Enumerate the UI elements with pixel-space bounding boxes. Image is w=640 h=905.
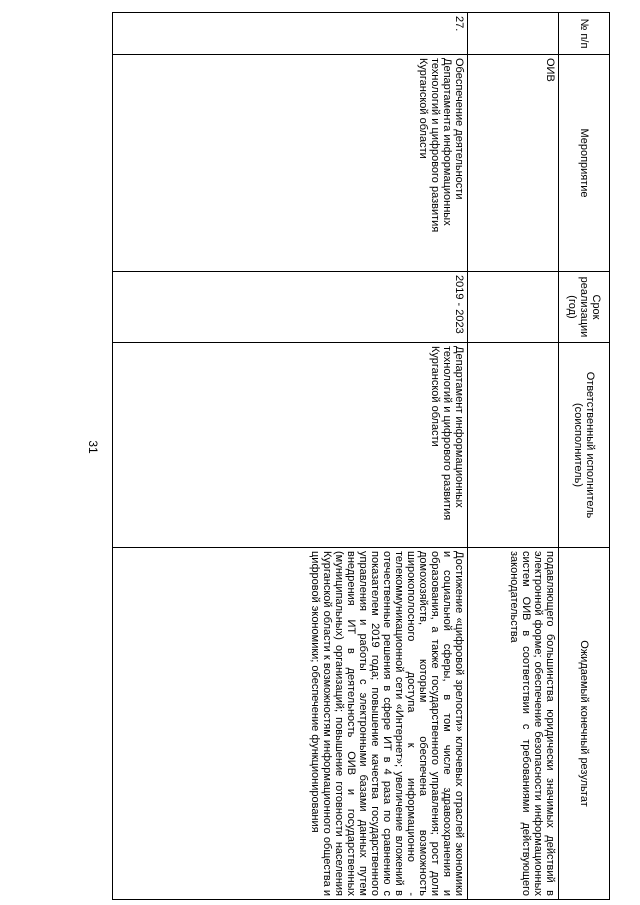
header-term: Срок реализации (год) [559,272,610,343]
rotated-table-container [107,12,610,894]
cell-activity: ОИВ [468,55,559,272]
cell-num: 27. [113,13,468,55]
cell-result: подавляющего большинства юридически значимых действий в электронной форме; обеспечение безопасности информационных систем ОИВ в соответствии с требованиями действующего законодательства [468,548,559,900]
table-header-row [559,13,610,900]
measures-table [112,12,610,900]
header-activity: Мероприятие [559,55,610,272]
header-executor: Ответственный исполнитель (соисполнитель) [559,343,610,548]
cell-term: 2019 - 2023 [113,272,468,343]
header-result: Ожидаемый конечный результат [559,548,610,900]
cell-num [468,13,559,55]
cell-executor: Департамент информационных технологий и цифрового развития Курганской области [113,343,468,548]
cell-activity: Обеспечение деятельности Департамента информационных технологий и цифрового развития Курганской области [113,55,468,272]
cell-result: Достижение «цифровой зрелости» ключевых отраслей экономики и социальной сферы, в том числе здравоохранения и образования, а также государственного управления; рост доли домохозяйств, которым обеспечена возможность широкополосного доступа к информационно - телекоммуникационной сети «Интернет»; увеличение вложений в отечественные решения в сфере ИТ в 4 раза по сравнению с показателем 2019 года; повышение качества государственного управления и работы с электронными базами данных путем внедрения ИТ в деятельность ОИВ и государственных (муниципальных) организаций; повышение готовности населения Курганской области к возможностям информационного общества и цифровой экономики; обеспечение функционирования [113,548,468,900]
cell-executor [468,343,559,548]
table-row [113,13,468,900]
table-row [468,13,559,900]
header-num: № п/п [559,13,610,55]
cell-term [468,272,559,343]
page-number: 31 [86,440,100,454]
